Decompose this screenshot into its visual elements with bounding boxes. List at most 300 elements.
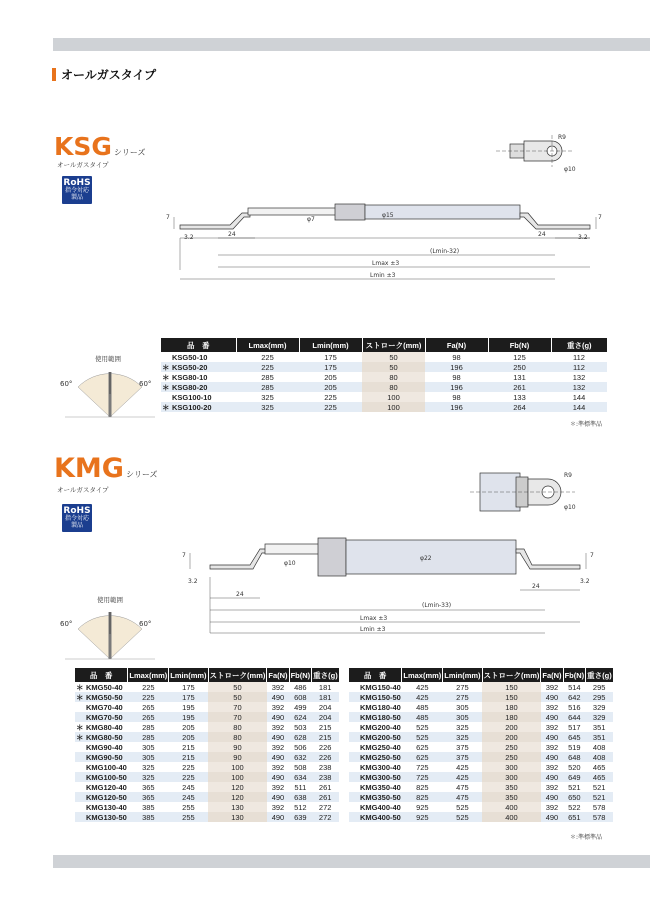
kmg-dim-h32-right: 3.2 (580, 578, 590, 585)
part-number: KMG400-50 (360, 812, 401, 822)
part-number: KMG70-40 (86, 702, 123, 712)
cell-lmin: 245 (169, 792, 208, 802)
table-row (349, 732, 613, 742)
cell-lmax: 425 (416, 682, 429, 692)
kmg-left-th-pn: 品 番 (75, 668, 128, 682)
table-row (161, 382, 607, 392)
ksg-rohs-title: RoHS (63, 178, 91, 188)
cell-lmax: 305 (142, 742, 155, 752)
cell-lmin: 245 (182, 782, 195, 792)
cell-pn (75, 762, 128, 772)
kmg-title (54, 455, 158, 482)
cell-fb: 638 (289, 792, 312, 802)
cell-w: 351 (592, 722, 606, 732)
cell-stroke: 100 (208, 762, 267, 772)
part-number: KSG50-10 (172, 352, 208, 362)
cell-lmin: 275 (456, 682, 469, 692)
cell-lmax: 925 (416, 802, 429, 812)
cell-w: 132 (572, 372, 586, 382)
part-number: KMG50-50 (86, 692, 123, 702)
cell-fa: 196 (425, 382, 488, 392)
cell-w: 408 (592, 742, 606, 752)
cell-fb: 131 (513, 372, 526, 382)
cell-fa: 392 (271, 782, 285, 792)
ksg-dim-phi-hole: φ10 (564, 166, 576, 173)
part-number: KMG50-40 (86, 682, 123, 692)
kmg-right-th-stroke: ストローク(mm) (482, 668, 541, 682)
kmg-right-th-fa: Fa(N) (541, 668, 563, 682)
kmg-left-table-header (75, 668, 339, 682)
part-number: KMG300-40 (360, 762, 401, 772)
table-row (75, 782, 339, 792)
cell-w: 204 (312, 712, 339, 722)
cell-fb: 645 (563, 732, 586, 742)
cell-fa: 392 (545, 702, 559, 712)
cell-lmax: 485 (416, 702, 429, 712)
kmg-right-table-body (349, 682, 613, 822)
cell-fb: 624 (289, 712, 312, 722)
cell-lmax: 225 (261, 352, 274, 362)
cell-lmax: 225 (236, 362, 299, 372)
cell-w: 238 (318, 762, 332, 772)
ksg-body-seal (335, 204, 365, 220)
cell-stroke: 400 (482, 812, 541, 822)
cell-w: 329 (586, 712, 613, 722)
kmg-right-th-fb: Fb(N) (563, 668, 586, 682)
cell-lmax: 725 (402, 772, 443, 782)
table-row (75, 772, 339, 782)
cell-fa: 196 (425, 402, 488, 412)
cell-lmax: 825 (402, 792, 443, 802)
cell-pn (75, 782, 128, 792)
cell-stroke: 90 (208, 752, 267, 762)
cell-lmin: 225 (169, 772, 208, 782)
kmg-series-suffix: シリーズ (125, 470, 158, 479)
cell-fa: 490 (541, 792, 563, 802)
ksg-dim-lmin: Lmin ±3 (370, 272, 396, 279)
semi-standard-mark: ＊ (76, 693, 84, 702)
cell-stroke: 200 (482, 722, 541, 732)
part-number: KMG200-50 (360, 732, 401, 742)
cell-w: 132 (551, 382, 607, 392)
cell-lmax: 365 (142, 782, 155, 792)
table-row (75, 682, 339, 692)
table-row (75, 692, 339, 702)
ksg-range-title: 使用範囲 (95, 355, 121, 363)
cell-pn (349, 772, 402, 782)
cell-fb: 516 (568, 702, 581, 712)
cell-lmin: 255 (182, 802, 195, 812)
part-number: KMG80-50 (86, 732, 123, 742)
cell-pn (161, 382, 236, 392)
kmg-dim-h32-left: 3.2 (188, 578, 198, 585)
cell-lmin: 375 (456, 742, 469, 752)
kmg-left-th-lmax: Lmax(mm) (128, 668, 169, 682)
ksg-title (54, 134, 146, 159)
cell-stroke: 150 (482, 692, 541, 702)
cell-stroke: 90 (208, 742, 267, 752)
cell-fa: 392 (271, 762, 285, 772)
cell-lmin: 305 (443, 712, 482, 722)
cell-w: 272 (318, 802, 332, 812)
kmg-left-th-fa: Fa(N) (267, 668, 289, 682)
cell-fa: 392 (545, 762, 559, 772)
ksg-range-diagram (60, 362, 160, 424)
cell-pn (349, 762, 402, 772)
part-number: KMG400-40 (360, 802, 401, 812)
cell-fa: 490 (267, 792, 289, 802)
cell-w: 578 (592, 802, 606, 812)
cell-fa: 490 (541, 812, 563, 822)
cell-stroke: 100 (362, 402, 425, 412)
cell-w: 238 (312, 772, 339, 782)
kmg-range-left: 60° (60, 620, 73, 628)
cell-lmax: 225 (128, 692, 169, 702)
kmg-right-th-weight: 重さ(g) (586, 668, 613, 682)
cell-lmin: 225 (324, 392, 337, 402)
cell-lmin: 205 (169, 732, 208, 742)
cell-pn (75, 682, 128, 692)
cell-fb: 486 (294, 682, 307, 692)
cell-w: 112 (573, 352, 585, 362)
ksg-dim-lmax: Lmax ±3 (372, 260, 400, 267)
ksg-rohs-line1: 指令対応 (64, 187, 89, 195)
cell-stroke: 50 (362, 352, 425, 362)
part-number: KMG350-40 (360, 782, 401, 792)
cell-w: 578 (586, 812, 613, 822)
cell-stroke: 100 (362, 392, 425, 402)
ksg-th-fb: Fb(N) (488, 338, 551, 352)
table-row (75, 722, 339, 732)
cell-w: 465 (592, 762, 606, 772)
part-number: KMG80-40 (86, 722, 123, 732)
ksg-drawing (160, 125, 610, 290)
part-number: KMG90-40 (86, 742, 123, 752)
cell-fb: 125 (513, 352, 526, 362)
cell-fb: 651 (563, 812, 586, 822)
table-row (349, 682, 613, 692)
cell-fb: 608 (289, 692, 312, 702)
kmg-table-right (349, 668, 613, 822)
kmg-dim-phi-hole: φ10 (564, 504, 576, 511)
cell-fa: 490 (541, 732, 563, 742)
table-row (349, 792, 613, 802)
part-number: KMG200-40 (360, 722, 401, 732)
cell-w: 181 (312, 692, 339, 702)
ksg-dim-right-w: 24 (538, 231, 546, 238)
cell-fa: 490 (541, 772, 563, 782)
cell-lmin: 175 (182, 682, 195, 692)
cell-stroke: 80 (208, 722, 267, 732)
cell-w: 215 (318, 722, 332, 732)
cell-pn (75, 712, 128, 722)
table-row (349, 812, 613, 822)
table-row (349, 782, 613, 792)
kmg-left-th-fb: Fb(N) (289, 668, 312, 682)
cell-lmin: 225 (182, 762, 195, 772)
ksg-th-lmin: Lmin(mm) (299, 338, 362, 352)
cell-w: 144 (572, 392, 586, 402)
semi-standard-mark: ＊ (162, 403, 170, 412)
part-number: KSG100-10 (172, 392, 212, 402)
cell-fa: 392 (271, 802, 285, 812)
cell-w: 521 (592, 782, 606, 792)
ksg-th-stroke: ストローク(mm) (362, 338, 425, 352)
cell-fb: 521 (568, 782, 581, 792)
kmg-left-table-body (75, 682, 339, 822)
cell-fb: 648 (563, 752, 586, 762)
kmg-right-th-pn: 品 番 (349, 668, 402, 682)
table-row (349, 702, 613, 712)
cell-fb: 503 (294, 722, 307, 732)
kmg-dim-r: R9 (564, 472, 572, 479)
cell-lmax: 625 (416, 742, 429, 752)
ksg-note: ＊:準標準品 (570, 421, 603, 428)
cell-lmax: 525 (416, 722, 429, 732)
cell-fb: 506 (294, 742, 307, 752)
kmg-range-diagram (60, 604, 160, 666)
ksg-dim-r: R9 (558, 134, 566, 141)
part-number: KMG100-40 (86, 762, 127, 772)
cell-stroke: 300 (482, 772, 541, 782)
cell-lmin: 195 (182, 702, 195, 712)
cell-fb: 514 (568, 682, 581, 692)
cell-fb: 650 (563, 792, 586, 802)
cell-lmax: 525 (402, 732, 443, 742)
kmg-range-title: 使用範囲 (97, 596, 123, 604)
cell-pn (349, 732, 402, 742)
cell-pn (349, 682, 402, 692)
kmg-drawing (150, 465, 610, 645)
ksg-dim-phi-body: φ15 (382, 212, 394, 219)
cell-w: 329 (592, 702, 606, 712)
cell-lmin: 215 (182, 742, 195, 752)
kmg-range-right: 60° (139, 620, 152, 628)
cell-lmax: 285 (261, 372, 274, 382)
cell-lmin: 525 (443, 812, 482, 822)
cell-stroke: 180 (482, 702, 541, 712)
semi-standard-mark: ＊ (162, 383, 170, 392)
cell-w: 204 (318, 702, 332, 712)
ksg-th-pn: 品 番 (161, 338, 236, 352)
ksg-range-right: 60° (139, 380, 152, 388)
cell-pn (75, 732, 128, 742)
cell-lmax: 925 (402, 812, 443, 822)
cell-fb: 250 (488, 362, 551, 372)
cell-fb: 634 (289, 772, 312, 782)
cell-w: 112 (551, 362, 607, 372)
cell-pn (161, 402, 236, 412)
cell-lmax: 265 (128, 712, 169, 722)
part-number: KMG100-50 (86, 772, 127, 782)
table-row (75, 732, 339, 742)
cell-stroke: 70 (208, 702, 267, 712)
cell-stroke: 250 (482, 752, 541, 762)
ksg-th-fa: Fa(N) (425, 338, 488, 352)
cell-lmax: 265 (142, 702, 155, 712)
cell-fa: 392 (545, 722, 559, 732)
cell-w: 226 (312, 752, 339, 762)
cell-lmax: 485 (402, 712, 443, 722)
cell-lmax: 825 (416, 782, 429, 792)
cell-pn (349, 812, 402, 822)
cell-stroke: 250 (482, 742, 541, 752)
cell-lmax: 325 (261, 392, 274, 402)
part-number: KMG120-40 (86, 782, 127, 792)
kmg-note: ＊:準標準品 (570, 834, 603, 841)
cell-fb: 522 (568, 802, 581, 812)
table-row (75, 742, 339, 752)
cell-stroke: 130 (208, 812, 267, 822)
ksg-table-header (161, 338, 607, 352)
table-row (161, 362, 607, 372)
kmg-series-name: KMG (54, 453, 124, 484)
section-header-text: オールガスタイプ (61, 68, 157, 82)
part-number: KMG250-50 (360, 752, 401, 762)
kmg-table-left (75, 668, 339, 822)
ksg-series-name: KSG (54, 132, 112, 161)
cell-fa: 392 (271, 742, 285, 752)
table-row (161, 352, 607, 362)
cell-pn (349, 752, 402, 762)
cell-fa: 98 (452, 372, 461, 382)
cell-fa: 490 (267, 732, 289, 742)
cell-lmin: 205 (299, 382, 362, 392)
cell-fb: 261 (488, 382, 551, 392)
kmg-rohs-line2: 製品 (70, 522, 83, 530)
cell-stroke: 200 (482, 732, 541, 742)
cell-stroke: 350 (482, 792, 541, 802)
part-number: KMG70-50 (86, 712, 123, 722)
semi-standard-mark: ＊ (76, 683, 84, 692)
table-row (349, 722, 613, 732)
ksg-rohs-line2: 製品 (70, 194, 83, 202)
kmg-right-bracket (516, 549, 580, 569)
cell-lmin: 255 (169, 812, 208, 822)
cell-fb: 632 (289, 752, 312, 762)
cell-stroke: 80 (362, 372, 425, 382)
kmg-dim-phi-body: φ22 (420, 555, 432, 562)
cell-stroke: 150 (482, 682, 541, 692)
ksg-dim-left-w: 24 (228, 231, 236, 238)
cell-pn (75, 702, 128, 712)
cell-lmax: 725 (416, 762, 429, 772)
semi-standard-mark: ＊ (76, 723, 84, 732)
table-row (75, 802, 339, 812)
header-accent (52, 68, 56, 81)
cell-stroke: 130 (208, 802, 267, 812)
cell-fa: 392 (271, 722, 285, 732)
ksg-table-body (161, 352, 607, 412)
cell-lmax: 305 (128, 752, 169, 762)
kmg-dim-h7-left: 7 (182, 552, 186, 559)
cell-pn (161, 352, 236, 362)
ksg-th-weight: 重さ(g) (551, 338, 607, 352)
cell-pn (161, 392, 236, 402)
cell-lmax: 385 (128, 812, 169, 822)
part-number: KMG120-50 (86, 792, 127, 802)
cell-lmin: 325 (456, 722, 469, 732)
table-row (75, 752, 339, 762)
cell-lmin: 275 (443, 692, 482, 702)
cell-w: 226 (318, 742, 332, 752)
cell-pn (349, 792, 402, 802)
cell-fb: 512 (294, 802, 307, 812)
cell-pn (161, 372, 236, 382)
cell-fb: 517 (568, 722, 581, 732)
cell-fa: 490 (267, 812, 289, 822)
cell-stroke: 80 (208, 732, 267, 742)
cell-pn (75, 812, 128, 822)
cell-fa: 392 (545, 742, 559, 752)
ksg-dim-h32-left: 3.2 (184, 234, 194, 241)
semi-standard-mark: ＊ (76, 733, 84, 742)
cell-fa: 490 (267, 692, 289, 702)
cell-lmin: 175 (324, 352, 337, 362)
table-row (349, 762, 613, 772)
kmg-body-seal (318, 538, 346, 576)
cell-pn (75, 692, 128, 702)
table-row (349, 802, 613, 812)
ksg-series-suffix: シリーズ (113, 148, 146, 157)
table-row (161, 392, 607, 402)
semi-standard-mark: ＊ (162, 373, 170, 382)
table-row (75, 792, 339, 802)
cell-w: 465 (586, 772, 613, 782)
cell-lmax: 325 (128, 772, 169, 782)
kmg-dim-lmin33: (Lmin-33) (422, 602, 452, 609)
cell-stroke: 70 (208, 712, 267, 722)
kmg-dim-left-w: 24 (236, 591, 244, 598)
cell-pn (75, 722, 128, 732)
cell-lmax: 425 (402, 692, 443, 702)
table-row (349, 692, 613, 702)
cell-pn (75, 802, 128, 812)
table-row (75, 702, 339, 712)
cell-fb: 628 (289, 732, 312, 742)
cell-lmin: 375 (443, 752, 482, 762)
cell-pn (349, 712, 402, 722)
cell-stroke: 400 (482, 802, 541, 812)
table-row (75, 762, 339, 772)
cell-lmin: 305 (456, 702, 469, 712)
table-row (349, 772, 613, 782)
kmg-right-th-lmin: Lmin(mm) (443, 668, 482, 682)
cell-lmax: 285 (236, 382, 299, 392)
cell-lmin: 175 (299, 362, 362, 372)
cell-fa: 490 (267, 772, 289, 782)
cell-pn (75, 742, 128, 752)
kmg-dim-lmin: Lmin ±3 (360, 626, 386, 633)
part-number: KSG80-20 (172, 382, 208, 392)
table-row (75, 712, 339, 722)
ksg-rohs-badge (62, 176, 92, 204)
cell-stroke: 50 (208, 682, 267, 692)
section-header (52, 66, 156, 83)
cell-w: 261 (312, 792, 339, 802)
kmg-rohs-line1: 指令対応 (64, 515, 89, 523)
cell-w: 295 (592, 682, 606, 692)
cell-fb: 644 (563, 712, 586, 722)
ksg-table (161, 338, 607, 412)
top-band (53, 38, 650, 51)
cell-fa: 392 (545, 682, 559, 692)
cell-lmin: 425 (443, 772, 482, 782)
part-number: KSG100-20 (172, 402, 212, 412)
cell-stroke: 120 (208, 792, 267, 802)
cell-pn (349, 702, 402, 712)
cell-w: 295 (586, 692, 613, 702)
